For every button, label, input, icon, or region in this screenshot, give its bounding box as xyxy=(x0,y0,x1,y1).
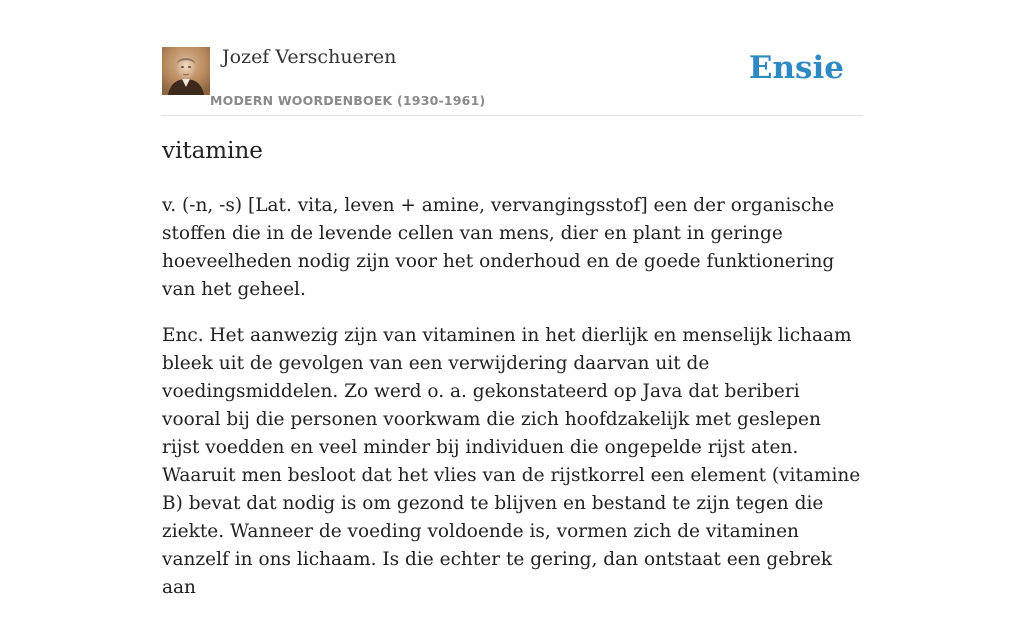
author-name[interactable]: Jozef Verschueren xyxy=(222,46,397,68)
header xyxy=(162,44,862,116)
entry-content xyxy=(162,192,862,620)
author-avatar[interactable] xyxy=(162,47,210,95)
ensie-logo-link[interactable]: Ensie xyxy=(748,50,844,86)
encyclopedic-paragraph: Enc. Het aanwezig zijn van vitaminen in het dierlijk en menselijk lichaam bleek uit de gevolgen van een verwijdering daarvan uit de voedingsmiddelen. Zo werd o. a. gekonstateerd op Java dat beriberi vooral bij die personen voorkwam die zich hoofdzakelijk met geslepen rijst voedden en veel minder bij individuen die ongepelde rijst aten. Waaruit men besloot dat het vlies van de rijstkorrel een element (vitamine B) bevat dat nodig is om gezond te blijven en bestand te zijn tegen die ziekte. Wanneer de voeding voldoende is, vormen zich de vitaminen vanzelf in ons lichaam. Is die echter te gering, dan ontstaat een gebrek aan xyxy=(162,325,861,598)
definition-paragraph: v. (-n, -s) [Lat. vita, leven + amine, vervangingsstof] een der organische stoffen die in de levende cellen van mens, dier en plant in geringe hoeveelheden nodig zijn voor het onderhoud en de goede funktionering van het geheel. xyxy=(162,195,835,300)
source-name[interactable]: MODERN WOORDENBOEK (1930-1961) xyxy=(210,93,486,108)
author-portrait-image xyxy=(162,47,210,95)
entry-headword: vitamine xyxy=(162,138,263,164)
